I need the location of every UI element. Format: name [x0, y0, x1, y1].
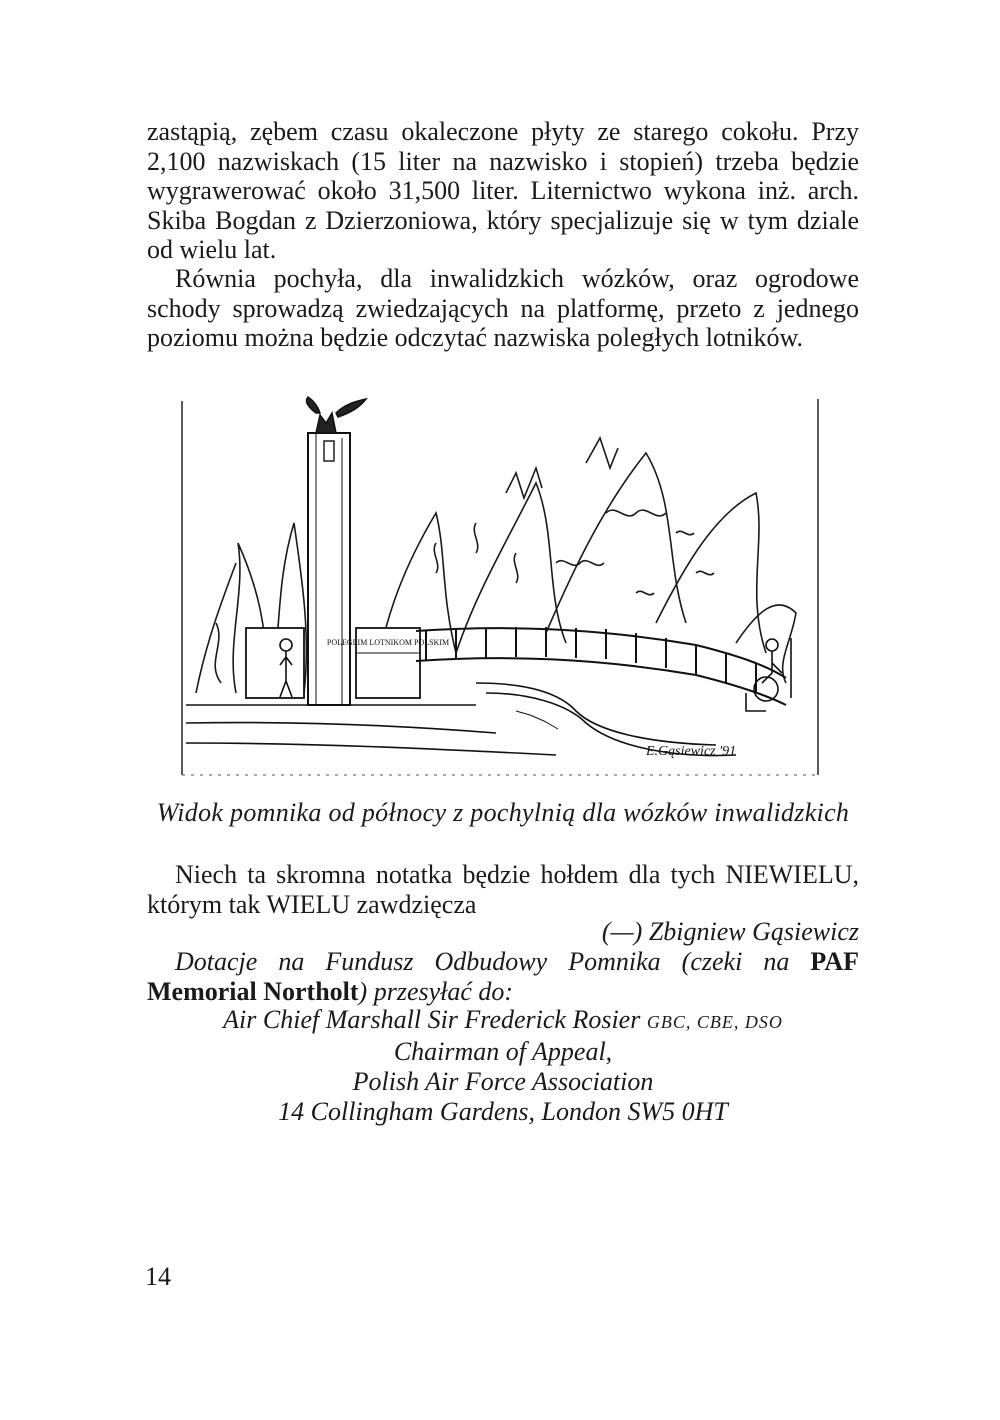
address-name: Air Chief Marshall Sir Frederick Rosier	[223, 1005, 641, 1034]
author-signature: (—) Zbigniew Gąsiewicz	[601, 917, 859, 946]
monument-sketch-figure	[176, 393, 822, 783]
artist-signature: E.Gąsiewicz '91	[646, 744, 737, 759]
railing	[416, 627, 786, 705]
donation-outro: ) przesyłać do:	[358, 977, 514, 1006]
donation-paragraph	[147, 947, 859, 1007]
address-line-1	[147, 1005, 859, 1037]
monument-column	[308, 433, 350, 705]
address-honours: GBC, CBE, DSO	[646, 1012, 783, 1032]
address-block	[147, 1005, 859, 1127]
paragraph-1: zastąpią, zębem czasu okaleczone płyty ze starego cokołu. Przy 2,100 nazwiskach (15 liter na nazwisko i stopień) trzeba będzie wygrawerować około 31,500 liter. Liternictwo wykona inż. arch. Skiba Bogdan z Dzierzoniowa, który specjalizuje się w tym dziale od wielu lat.	[147, 117, 859, 264]
address-line-3: Polish Air Force Association	[352, 1067, 654, 1096]
address-line-2: Chairman of Appeal,	[393, 1037, 613, 1066]
paragraph-3: Niech ta skromna notatka będzie hołdem dla tych NIEWIELU, którym tak WIELU zawdzięcza	[147, 860, 859, 919]
donation-intro: Dotacje na Fundusz Odbudowy Pomnika (czeki na	[175, 947, 790, 976]
paragraph-1-container	[147, 117, 859, 265]
address-line-4: 14 Collingham Gardens, London SW5 0HT	[278, 1097, 728, 1126]
page-number: 14	[145, 1262, 171, 1291]
paragraph-2-container	[147, 264, 859, 353]
monument-sketch	[176, 393, 822, 783]
eagle-sculpture	[306, 397, 366, 433]
figure-caption: Widok pomnika od północy z pochylnią dla wózków inwalidzkich	[156, 798, 850, 827]
plaque-text: POLEGLIM LOTNIKOM POLSKIM	[326, 638, 450, 647]
paragraph-2: Równia pochyła, dla inwalidzkich wózków, oraz ogrodowe schody sprowadzą zwiedzających na platformę, przeto z jednego poziomu można będzie odczytać nazwiska poległych lotników.	[147, 264, 859, 352]
donation-recipient: PAF Memorial Northolt	[147, 947, 860, 1006]
